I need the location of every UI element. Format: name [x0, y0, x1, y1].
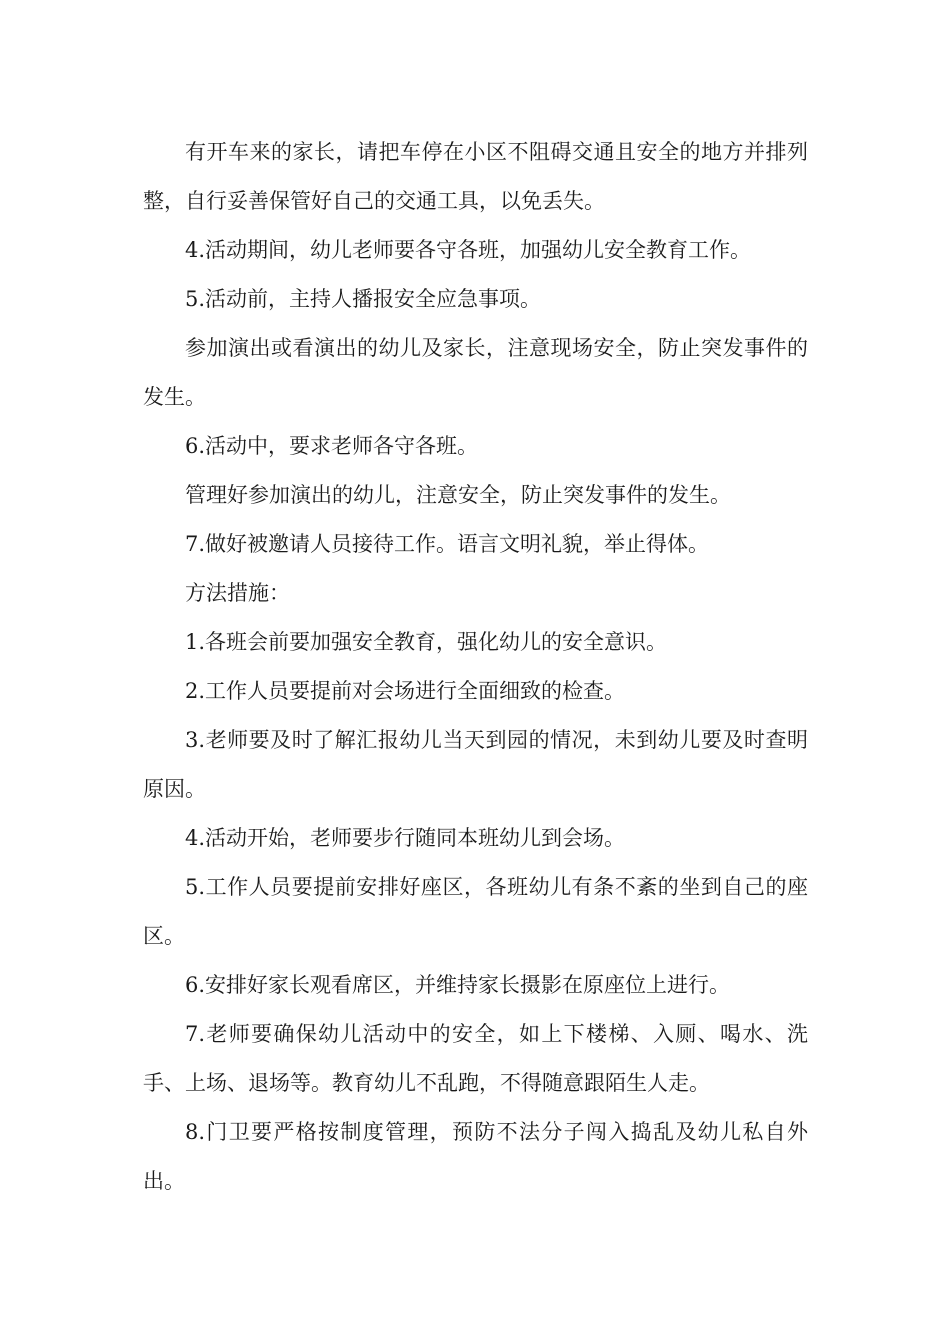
document-body: [143, 128, 808, 1206]
paragraph-parent-parking: 有开车来的家长，请把车停在小区不阻碍交通且安全的地方并排列整，自行妥善保管好自己的交通工具，以免丢失。: [143, 140, 808, 213]
paragraph-item-4-teachers-guard: 4.活动期间，幼儿老师要各守各班，加强幼儿安全教育工作。: [185, 238, 752, 262]
paragraph-performance-safety: 参加演出或看演出的幼儿及家长，注意现场安全，防止突发事件的发生。: [143, 336, 808, 409]
paragraph-method-4: 4.活动开始，老师要步行随同本班幼儿到会场。: [185, 826, 626, 850]
paragraph-item-6-during-activity: 6.活动中，要求老师各守各班。: [185, 434, 479, 458]
paragraph-item-7-reception: 7.做好被邀请人员接待工作。语言文明礼貌，举止得体。: [185, 532, 710, 556]
paragraph-method-8: 8.门卫要严格按制度管理，预防不法分子闯入捣乱及幼儿私自外出。: [143, 1120, 808, 1193]
paragraph-method-2: 2.工作人员要提前对会场进行全面细致的检查。: [185, 679, 626, 703]
paragraph-method-6: 6.安排好家长观看席区，并维持家长摄影在原座位上进行。: [185, 973, 731, 997]
paragraph-method-1: 1.各班会前要加强安全教育，强化幼儿的安全意识。: [185, 630, 668, 654]
paragraph-method-5: 5.工作人员要提前安排好座区，各班幼儿有条不紊的坐到自己的座区。: [143, 875, 808, 948]
paragraph-item-5-host-announcement: 5.活动前，主持人播报安全应急事项。: [185, 287, 542, 311]
paragraph-method-3: 3.老师要及时了解汇报幼儿当天到园的情况，未到幼儿要及时查明原因。: [143, 728, 808, 801]
paragraph-method-7: 7.老师要确保幼儿活动中的安全，如上下楼梯、入厕、喝水、洗手、上场、退场等。教育幼儿不乱跑，不得随意跟陌生人走。: [143, 1022, 808, 1095]
paragraph-manage-performers: 管理好参加演出的幼儿，注意安全，防止突发事件的发生。: [185, 483, 731, 507]
section-heading-methods: 方法措施：: [185, 581, 290, 605]
